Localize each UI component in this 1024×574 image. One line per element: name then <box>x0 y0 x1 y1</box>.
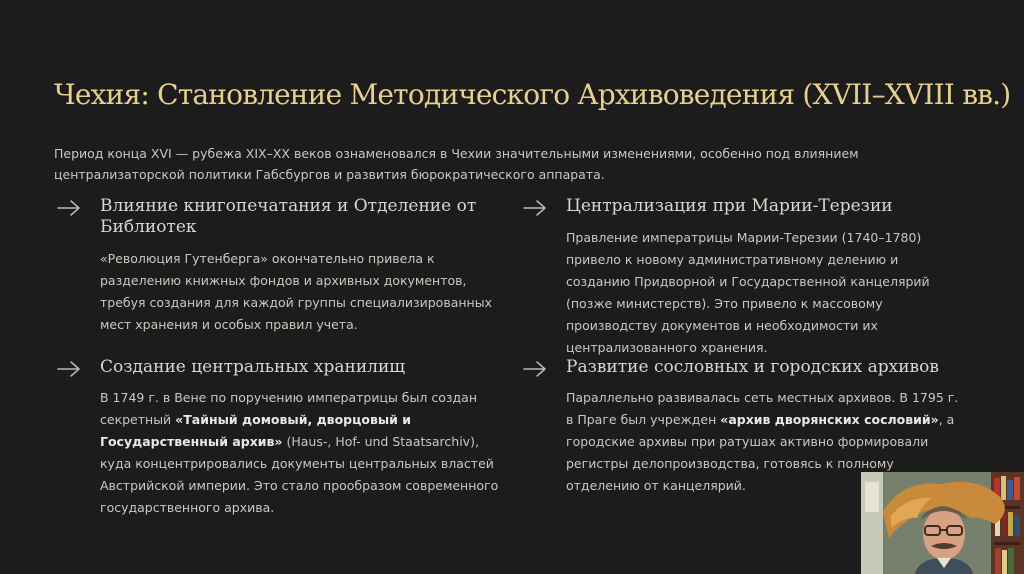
card-heading: Влияние книгопечатания и Отделение от Библиотек <box>100 196 477 237</box>
intro-paragraph: Период конца XVI — рубежа XIX–XX веков ознаменовался в Чехии значительными изменениями, особенно под влиянием централизаторской политики Габсбургов и развития бюрократического аппарата. <box>54 146 859 182</box>
card-body-emphasis: «архив дворянских сословий» <box>720 412 939 427</box>
card-body-emphasis: «Тайный домовый, дворцовый и Государственный архив» <box>100 412 412 449</box>
card-body <box>100 387 500 519</box>
slide-title: Чехия: Становление Методического Архивоведения (XVII–XVIII вв.) <box>54 78 1011 111</box>
card-body-text: В 1749 г. в Вене по поручению императрицы был создан секретный <box>100 390 477 427</box>
presenter-webcam <box>861 472 1024 574</box>
card-heading: Создание центральных хранилищ <box>100 357 406 377</box>
card-body-text: , а городские архивы при ратушах активно формировали регистры делопроизводства, готовясь к полному отделению от канцелярий. <box>566 412 955 493</box>
card-heading: Централизация при Марии-Терезии <box>566 196 893 216</box>
arrow-right-icon <box>57 200 81 216</box>
card-body: Правление императрицы Марии-Терезии (1740–1780) привело к новому административному делению и созданию Придворной и Государственной канцелярий (позже министерств). Это привело к массовому производству документов и необходимости их централизованного хранения. <box>566 230 930 355</box>
card-body-text: (Haus-, Hof- und Staatsarchiv), куда концентрировались документы центральных властей Австрийской империи. Это стало прообразом современного государственного архива. <box>100 434 499 515</box>
arrow-right-icon <box>57 361 81 377</box>
arrow-right-icon <box>523 361 547 377</box>
presenter-video-frame <box>861 472 1024 574</box>
card-heading: Развитие сословных и городских архивов <box>566 357 939 377</box>
arrow-right-icon <box>523 200 547 216</box>
card-body: «Революция Гутенберга» окончательно привела к разделению книжных фондов и архивных документов, требуя создания для каждой группы специализированных мест хранения и особых правил учета. <box>100 251 492 332</box>
card-body-text: Параллельно развивалась сеть местных архивов. В 1795 г. в Праге был учрежден <box>566 390 959 427</box>
